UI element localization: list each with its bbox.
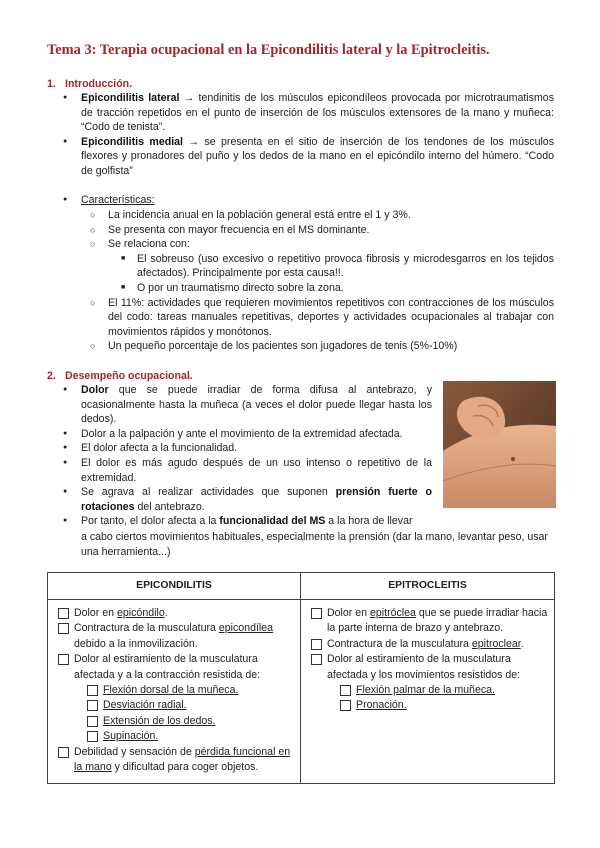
checklist-subitem: Desviación radial. (85, 698, 294, 713)
section-number: 1. (47, 78, 56, 90)
definition-text: → tendinitis de los músculos epicondíleos provocada por microtraumatismos de tracción repetidos en el punto de inserción de los músculos extensores de la mano y muñeca: “Codo de tenista”. (81, 92, 554, 134)
list-item (47, 91, 554, 135)
list-item: ○ Se relaciona con: (108, 237, 554, 252)
checklist-subitem: Flexión dorsal de la muñeca. (85, 683, 294, 698)
list-item: ● Por tanto, el dolor afecta a la funcionalidad del MS a la hora de llevar (47, 514, 432, 529)
term-epicondilitis-lateral: Epicondilitis lateral (81, 92, 180, 104)
intro-definitions (47, 91, 554, 179)
list-item: ● Dolor que se puede irradiar de forma difusa al antebrazo, y ocasionalmente hasta la muñeca (a veces el dolor puede llegar hasta los dedos). (47, 383, 432, 427)
checkbox-icon[interactable] (87, 731, 98, 742)
caracteristicas-label: ● Características: (47, 193, 554, 208)
checklist-item: Dolor en epitróclea que se puede irradiar hacia la parte interna de brazo y antebrazo. (309, 606, 548, 637)
checkbox-icon[interactable] (58, 623, 69, 634)
list-item: ○ Se presenta con mayor frecuencia en el MS dominante. (108, 223, 554, 238)
section-heading-introduccion (47, 77, 132, 92)
desempeno-list (47, 383, 432, 529)
header-epitrocleitis: EPITROCLEITIS (301, 573, 555, 600)
epicondilitis-cell (48, 600, 301, 784)
list-item: ○ Un pequeño porcentaje de los pacientes son jugadores de tenis (5%-10%) (108, 339, 554, 354)
checklist-subitem: Extensión de los dedos. (85, 714, 294, 729)
list-item: ● Se agrava al realizar actividades que suponen prensión fuerte o rotaciones del antebrazo. (47, 485, 432, 514)
definition-text: → se presenta en el sitio de inserción de los tendones de los músculos flexores y pronadores del puño y los dedos de la mano en el epicóndilo interno del húmero. “Codo de golfista” (81, 135, 554, 177)
checkbox-icon[interactable] (58, 608, 69, 619)
checklist-item: Contractura de la musculatura epicondílea debido a la inmovilización. (56, 621, 294, 652)
table-header-row (48, 573, 555, 600)
checkbox-icon[interactable] (311, 639, 322, 650)
section-heading-desempeno (47, 369, 193, 384)
checkbox-icon[interactable] (87, 716, 98, 727)
list-item: ● Dolor a la palpación y ante el movimiento de la extremidad afectada. (47, 427, 432, 442)
header-epicondilitis: EPICONDILITIS (48, 573, 301, 600)
term-epicondilitis-medial: Epicondilitis medial (81, 135, 183, 148)
checkbox-icon[interactable] (340, 700, 351, 711)
checkbox-icon[interactable] (87, 700, 98, 711)
section-title: Introducción. (65, 78, 133, 90)
checklist-item: Dolor en epicóndilo. (56, 606, 294, 621)
elbow-photo (443, 381, 556, 508)
list-item: ○ El 11%: actividades que requieren movimientos repetitivos con contracciones de los músculos del codo: tareas manuales repetitivas, deportes y actividades ocupacionales al trabajar con movimientos rápidos y monótonos. (108, 296, 554, 340)
checklist-item: Dolor al estiramiento de la musculatura afectada y los movimientos resistidos de: (309, 652, 548, 683)
section-number: 2. (47, 370, 56, 382)
caracteristicas-block (47, 193, 554, 208)
section-title: Desempeño ocupacional. (65, 370, 193, 382)
document-title: Tema 3: Terapia ocupacional en la Epicondilitis lateral y la Epitrocleitis. (47, 42, 490, 58)
list-item: ■ O por un traumatismo directo sobre la zona. (137, 281, 554, 296)
checklist-item: Debilidad y sensación de pérdida funcional en la mano y dificultad para coger objetos. (56, 745, 294, 776)
portanto-continuation: a cabo ciertos movimientos habituales, especialmente la prensión (dar la mano, levantar peso, usar una herramienta...) (81, 531, 548, 558)
list-item: ■ El sobreuso (uso excesivo o repetitivo provoca fibrosis y microdesgarros en los tejidos afectados). Principalmente por esta causa!!. (137, 252, 554, 281)
list-item: ○ La incidencia anual en la población general está entre el 1 y 3%. (108, 208, 554, 223)
list-item: ● El dolor es más agudo después de un uso intenso o repetitivo de la extremidad. (47, 456, 432, 485)
table-row (48, 600, 555, 784)
caracteristicas-list (0, 208, 554, 354)
checklist-subitem: Flexión palmar de la muñeca. (338, 683, 548, 698)
checkbox-icon[interactable] (87, 685, 98, 696)
checklist-item: Dolor al estiramiento de la musculatura afectada y a la contracción resistida de: (56, 652, 294, 683)
checkbox-icon[interactable] (340, 685, 351, 696)
checklist-subitem: Pronación. (338, 698, 548, 713)
checkbox-icon[interactable] (58, 654, 69, 665)
checkbox-icon[interactable] (58, 747, 69, 758)
elbow-photo-illustration (443, 381, 556, 508)
list-item (47, 135, 554, 179)
checkbox-icon[interactable] (311, 654, 322, 665)
checkbox-icon[interactable] (311, 608, 322, 619)
comparison-table (47, 572, 555, 784)
checklist-item: Contractura de la musculatura epitroclear. (309, 637, 548, 652)
checklist-subitem: Supinación. (85, 729, 294, 744)
list-item: ● El dolor afecta a la funcionalidad. (47, 441, 432, 456)
epitrocleitis-cell (301, 600, 555, 784)
